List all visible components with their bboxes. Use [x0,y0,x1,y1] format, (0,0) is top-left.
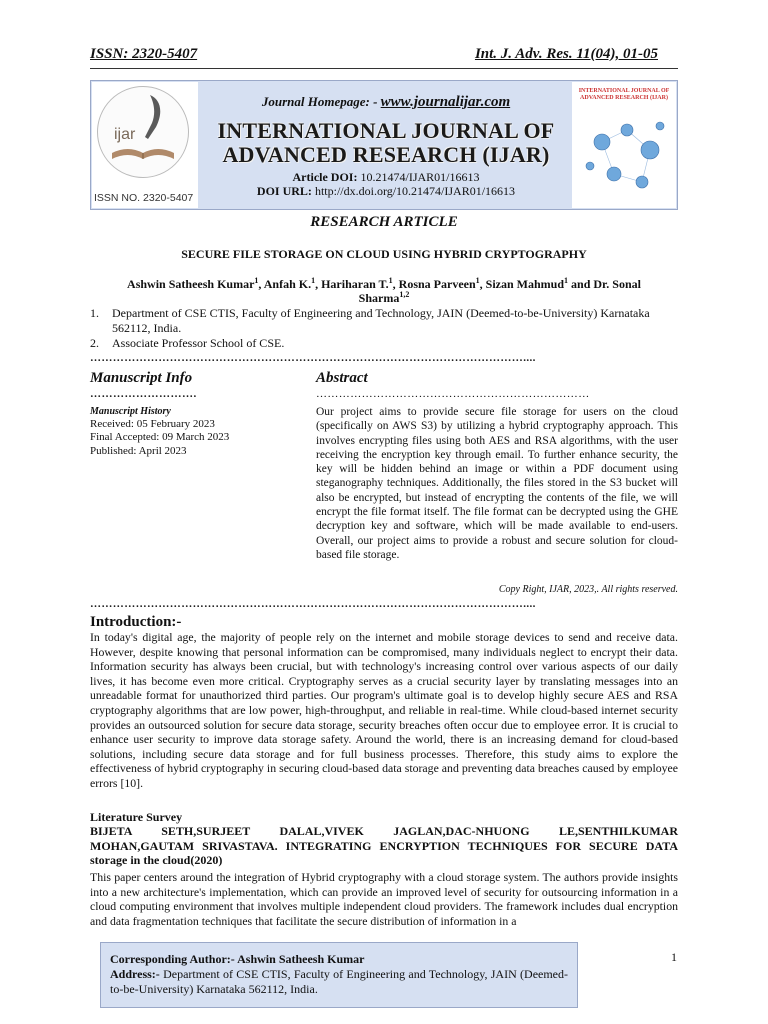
author-list-continued [90,290,678,306]
doi-url-link[interactable]: http://dx.doi.org/10.21474/IJAR01/16613 [314,184,516,198]
affiliation-text: Associate Professor School of CSE. [112,336,285,350]
copyright-notice: Copy Right, IJAR, 2023,. All rights reserved. [498,584,678,595]
author-name: Sharma [358,291,400,305]
author-affil-sup: 1 [475,276,480,285]
author-name: Anfah K. [263,277,312,291]
author-affil-sup: 1 [388,276,393,285]
abstract-text: Our project aims to provide secure file storage for users on the cloud (specifically on AWS S3) by utilizing a hybrid cryptography approach. This involves encrypting files using both AES and RSA algorithms, with the user receiving the encryption key through email. To further enhance security, the key will be hidden behind an image or within a PDF document using steganography techniques. Additionally, the files stored in the S3 bucket will also be encrypted, but instead of encrypting the contents of the file, we will encrypt the file format itself. The file format can be decrypted using the GHE decryption key and software, which will be made available to end-users. Overall, our project aims to provide a robust and secure solution for cloud-based file storage. [316,406,678,561]
page-number: 1 [671,950,677,964]
affiliation-text: Department of CSE CTIS, Faculty of Engineering and Technology, JAIN (Deemed-to-be-University) Karnataka 562112, India. [112,306,650,335]
abstract-title: Abstract [316,370,368,386]
manuscript-info-title: Manuscript Info [90,370,193,386]
literature-reference: BIJETA SETH,SURJEET DALAL,VIVEK JAGLAN,DAC-NHUONG LE,SENTHILKUMAR MOHAN,GAUTAM SRIVASTAVA. INTEGRATING ENCRYPTION TECHNIQUES FOR SECURE DATA storage in the cloud(2020) [90,824,678,868]
article-type: RESEARCH ARTICLE [310,214,458,230]
author-name: and Dr. Sonal [571,277,641,291]
doi-label: Article DOI: [292,170,358,184]
doi-url-label: DOI URL: [256,184,312,198]
logo-issn: ISSN NO. 2320-5407 [94,192,194,204]
accepted-date: Final Accepted: 09 March 2023 [90,431,230,443]
manuscript-dots: ………………………. [90,388,197,400]
author-affil-sup: 1 [311,276,316,285]
quill-book-icon [98,87,188,177]
author-name: Hariharan T. [321,277,389,291]
literature-survey-heading: Literature Survey [90,810,183,824]
address-text: Department of CSE CTIS, Faculty of Engineering and Technology, JAIN (Deemed-to-be-University) Karnataka 562112, India. [110,967,568,996]
homepage-label: Journal Homepage: - [261,94,378,109]
cover-title: INTERNATIONAL JOURNAL OF ADVANCED RESEARCH (IJAR) [578,88,670,101]
corresponding-author-title: Corresponding Author:- Ashwin Satheesh Kumar [110,952,365,966]
journal-title-line2: ADVANCED RESEARCH (IJAR) [222,142,550,167]
doi-url [200,184,572,199]
logo-text: ijar [114,126,136,143]
address-label: Address:- [110,967,160,981]
published-date: Published: April 2023 [90,445,187,457]
running-header-issn: ISSN: 2320-5407 [90,46,198,62]
abstract-dots: ……………………………………………………………… [316,388,590,400]
author-list: Ashwin Satheesh Kumar$^1$, Anfah K.$^1$, Hariharan T.$^1$, Rosna Parveen$^1$, Sizan Mahmud$^1$ and Dr. Sonal [127,276,641,291]
author-name: Ashwin Satheesh Kumar [127,277,255,291]
author-affil-sup: 1 [254,276,259,285]
introduction-text: In today's digital age, the majority of people rely on the internet and mobile storage devices to send and receive data. However, despite knowing that personal information can be compromised, many individuals neglect to encrypt their data. Information security has always been crucial, but with technology's increasing control over various aspects of our daily lives, it has become even more critical. Cryptography serves as a crucial security layer by translating messages into an unreadable format for unauthorized third parties. Our program's ultimate goal is to develop highly secure AES and RSA cryptography algorithms that are low power, high-throughput, and reliable in real-time. While cloud-based internet security provides an outsourced solution for secure data storage, security breaches often occur due to employee error. It is crucial to enhance user security to improve data storage safety. Around the world, there is an increasing demand for cloud-based solutions, including secure data storage and for full business processes. Therefore, this study aims to explore the effectiveness of hybrid cryptography in securing cloud-based data storage and preventing data breaches caused by employee errors [10]. [90,630,678,790]
quill-logo-icon [97,86,189,178]
literature-text: This paper centers around the integration of Hybrid cryptography with a cloud storage system. The authors provide insights into a new architecture's implementation, which can provide an improved level of security for outsourcing information in a cloud computing environment that involves multiple independent cloud providers. The framework includes dual encryption and data fragmentation techniques that facilitate the secure distribution of information in a [90,870,678,928]
running-header-citation: Int. J. Adv. Res. 11(04), 01-05 [474,46,658,62]
author-name: Rosna Parveen [398,277,476,291]
dotted-separator: …………………………………………………………………………………………………….... [90,352,536,364]
author-name: Sizan Mahmud [485,277,565,291]
affiliation-number: 1. [90,306,99,320]
journal-homepage [200,94,572,111]
paper-title: SECURE FILE STORAGE ON CLOUD USING HYBRID CRYPTOGRAPHY [181,247,587,261]
article-doi [200,170,572,185]
author-affil-sup: 1 [564,276,569,285]
author-affil-sup: 1,2 [399,290,410,299]
dotted-separator: …………………………………………………………………………………………………….... [90,598,536,610]
manuscript-history-label: Manuscript History [90,406,171,417]
homepage-link[interactable]: www.journalijar.com [380,94,511,110]
journal-title-line1: INTERNATIONAL JOURNAL OF [217,118,555,143]
introduction-heading: Introduction:- [90,614,182,630]
doi-value: 10.21474/IJAR01/16613 [360,170,480,184]
header-rule [90,68,678,69]
corresponding-author-address [110,967,568,996]
affiliation-number: 2. [90,336,99,350]
received-date: Received: 05 February 2023 [90,418,215,430]
